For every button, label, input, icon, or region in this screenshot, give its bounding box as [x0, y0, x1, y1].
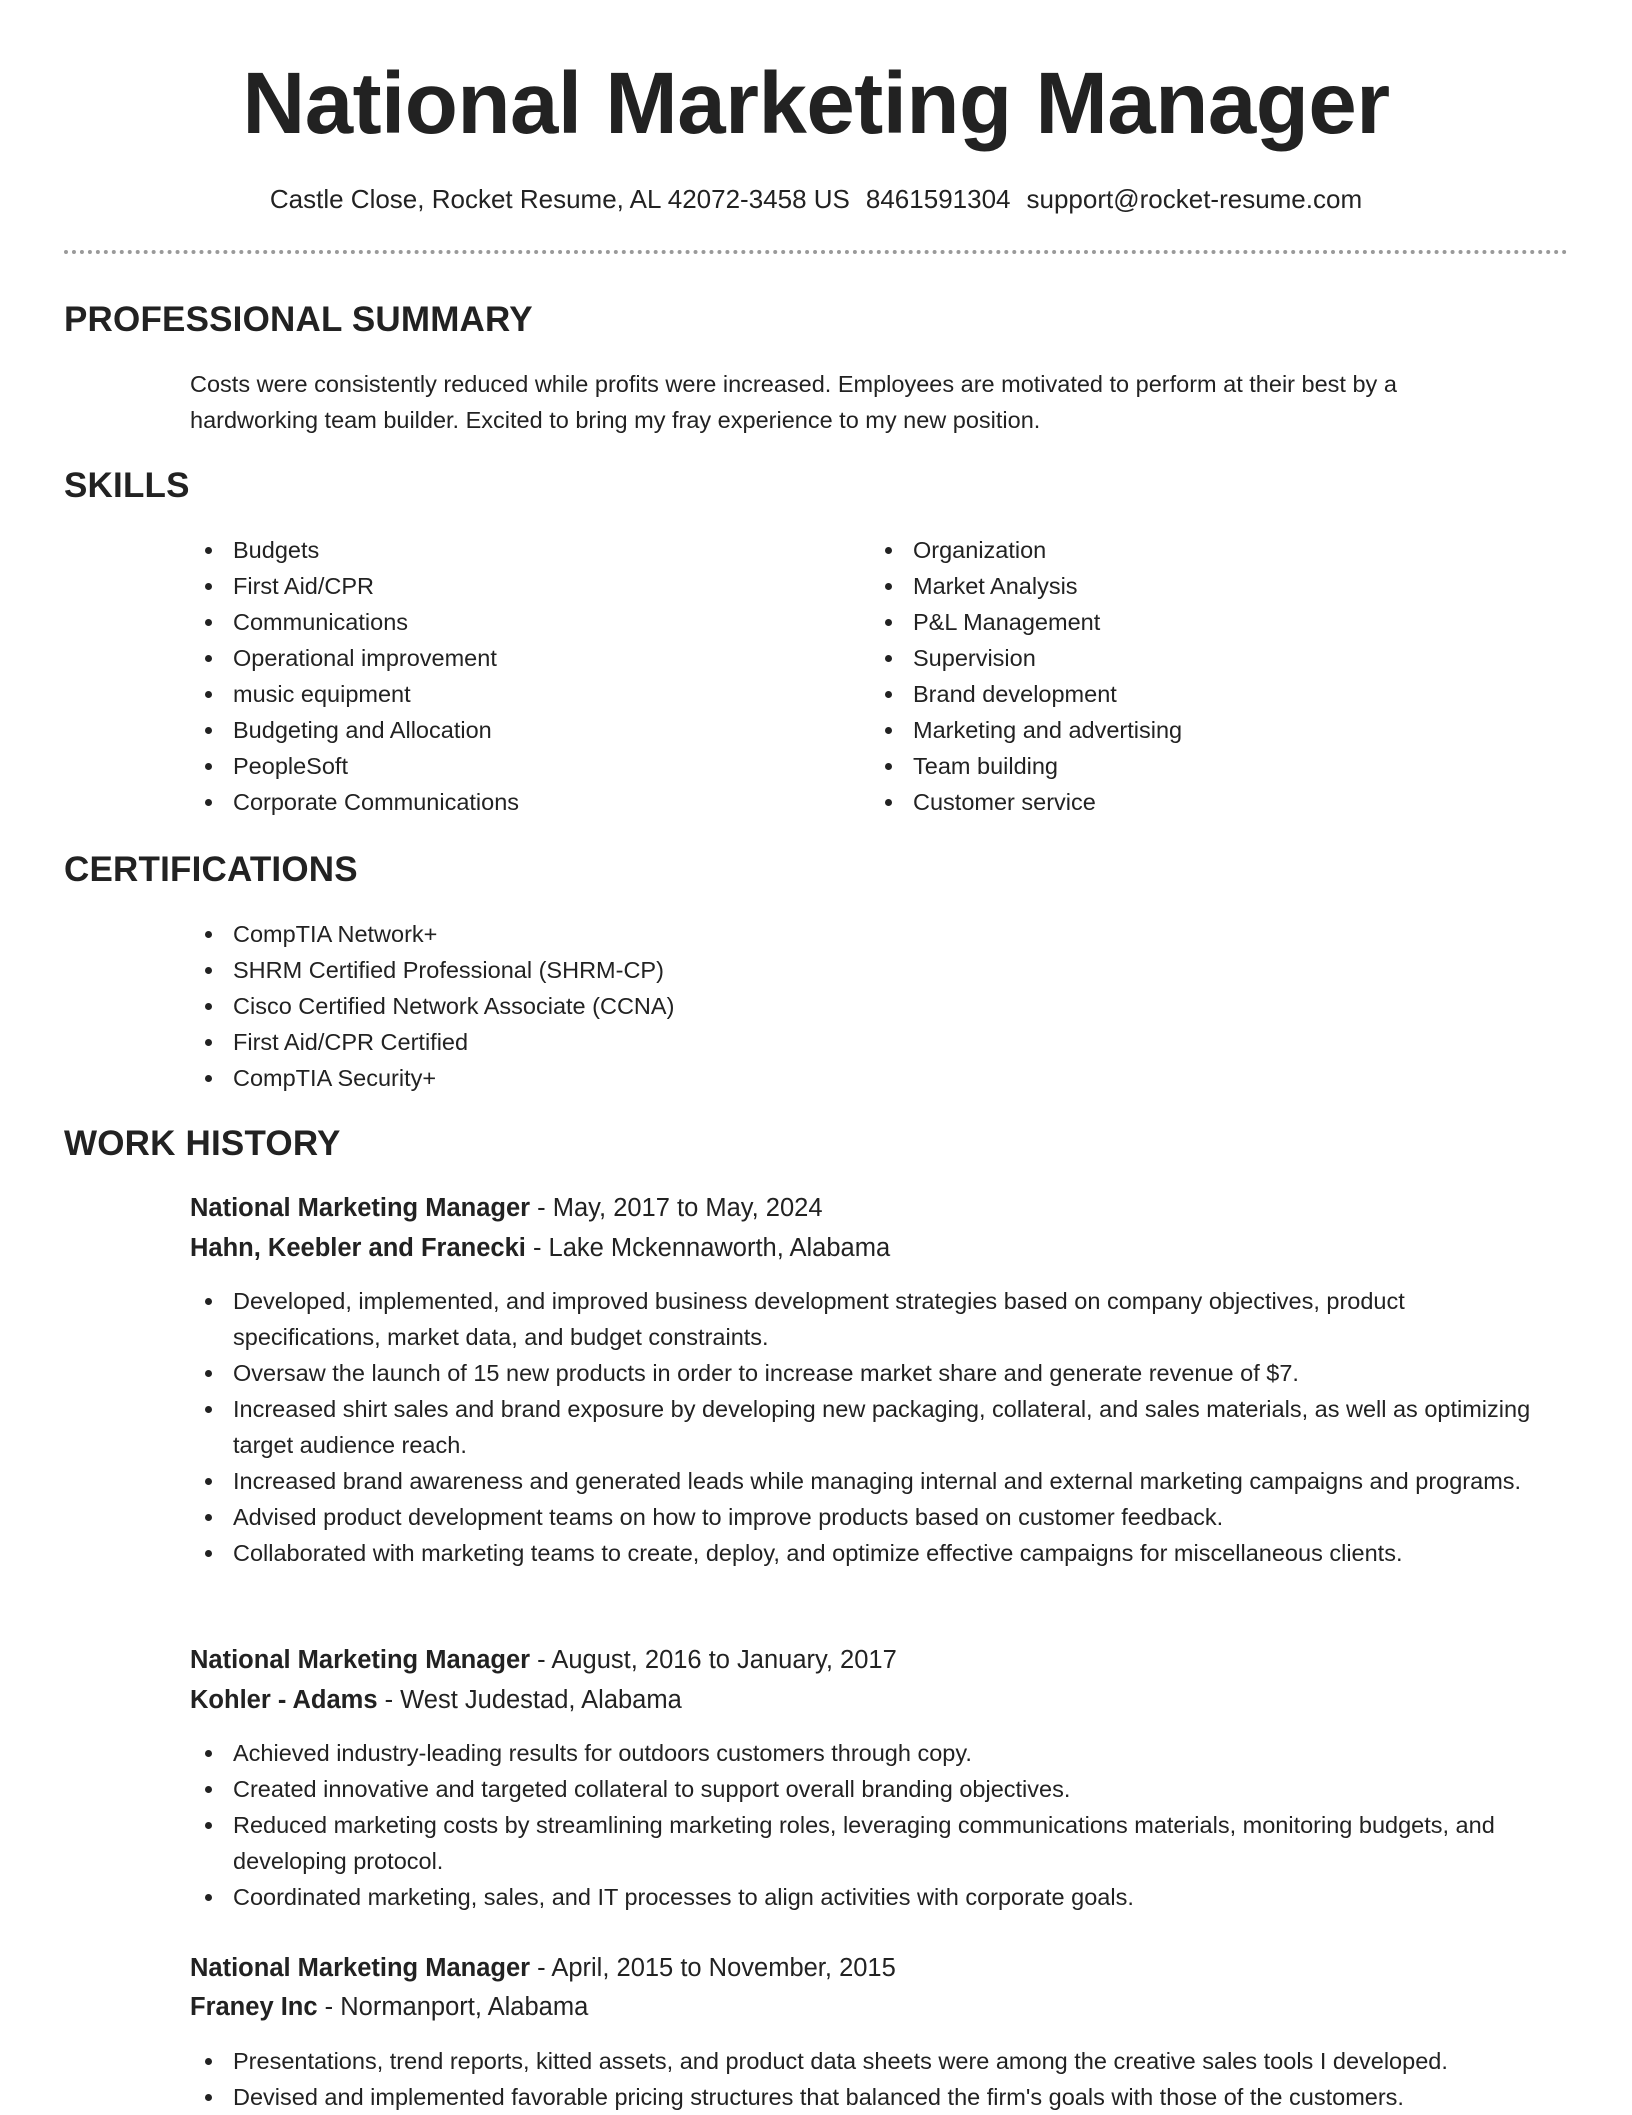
work-history-heading: WORK HISTORY: [64, 1124, 341, 1163]
job-title: National Marketing Manager: [190, 1194, 531, 1222]
list-item: Operational improvement: [190, 640, 810, 676]
job-company: Hahn, Keebler and Franecki: [190, 1234, 526, 1262]
list-item: Collaborated with marketing teams to create, deploy, and optimize effective campaigns for miscellaneous clients.: [190, 1535, 1535, 1571]
job-title-line: [190, 1948, 896, 1988]
list-item: Brand development: [870, 676, 1490, 712]
job-bullets: [190, 2043, 1590, 2115]
list-item: Advised product development teams on how to improve products based on customer feedback.: [190, 1499, 1535, 1535]
job-location: - Lake Mckennaworth, Alabama: [525, 1234, 891, 1262]
job-title: National Marketing Manager: [190, 1646, 531, 1674]
resume-name-heading: National Marketing Manager: [242, 55, 1390, 152]
job-location: - Normanport, Alabama: [317, 1993, 589, 2021]
contact-address: Castle Close, Rocket Resume, AL 42072-3458 US: [269, 184, 850, 214]
list-item: SHRM Certified Professional (SHRM-CP): [190, 952, 1390, 988]
job-dates: - August, 2016 to January, 2017: [530, 1646, 897, 1674]
list-item: Increased shirt sales and brand exposure by developing new packaging, collateral, and sales materials, as well as optimizing target audience reach.: [190, 1391, 1535, 1463]
summary-text: Costs were consistently reduced while profits were increased. Employees are motivated to perform at their best by a hardworking team builder. Excited to bring my fray experience to my new position.: [190, 371, 1397, 433]
skills-list-right: [870, 532, 1490, 820]
job-location: - West Judestad, Alabama: [377, 1686, 682, 1714]
list-item: Devised and implemented favorable pricing structures that balanced the firm's goals with those of the customers.: [190, 2079, 1590, 2115]
list-item: Achieved industry-leading results for outdoors customers through copy.: [190, 1735, 1535, 1771]
job-bullets: [190, 1735, 1535, 1915]
list-item: Organization: [870, 532, 1490, 568]
job-title-line: [190, 1188, 823, 1228]
list-item: Cisco Certified Network Associate (CCNA): [190, 988, 1390, 1024]
list-item: Created innovative and targeted collateral to support overall branding objectives.: [190, 1771, 1535, 1807]
list-item: P&L Management: [870, 604, 1490, 640]
job-title: National Marketing Manager: [190, 1954, 531, 1982]
job-bullets: [190, 1283, 1535, 1571]
list-item: Developed, implemented, and improved business development strategies based on company objectives, product specifications, market data, and budget constraints.: [190, 1283, 1535, 1355]
certifications-list: [190, 916, 1390, 1096]
list-item: CompTIA Security+: [190, 1060, 1390, 1096]
list-item: music equipment: [190, 676, 810, 712]
contact-email: support@rocket-resume.com: [1026, 184, 1363, 214]
job-dates: - April, 2015 to November, 2015: [530, 1954, 896, 1982]
list-item: Marketing and advertising: [870, 712, 1490, 748]
list-item: First Aid/CPR: [190, 568, 810, 604]
list-item: Reduced marketing costs by streamlining marketing roles, leveraging communications materials, monitoring budgets, and developing protocol.: [190, 1807, 1535, 1879]
contact-phone: 8461591304: [865, 184, 1011, 214]
list-item: Budgeting and Allocation: [190, 712, 810, 748]
job-dates: - May, 2017 to May, 2024: [530, 1194, 823, 1222]
skills-heading: SKILLS: [64, 466, 190, 505]
list-item: Communications: [190, 604, 810, 640]
list-item: Corporate Communications: [190, 784, 810, 820]
list-item: Supervision: [870, 640, 1490, 676]
contact-line: [0, 182, 1632, 216]
summary-heading: PROFESSIONAL SUMMARY: [64, 300, 533, 339]
list-item: Team building: [870, 748, 1490, 784]
job-company: Franey Inc: [190, 1993, 318, 2021]
skills-list-left: [190, 532, 810, 820]
list-item: CompTIA Network+: [190, 916, 1390, 952]
list-item: PeopleSoft: [190, 748, 810, 784]
list-item: Market Analysis: [870, 568, 1490, 604]
job-company-line: [190, 1987, 588, 2027]
job-title-line: [190, 1640, 897, 1680]
header-divider: [64, 250, 1568, 254]
certifications-heading: CERTIFICATIONS: [64, 850, 358, 889]
list-item: Budgets: [190, 532, 810, 568]
list-item: Oversaw the launch of 15 new products in order to increase market share and generate revenue of $7.: [190, 1355, 1535, 1391]
list-item: Increased brand awareness and generated leads while managing internal and external marketing campaigns and programs.: [190, 1463, 1535, 1499]
list-item: Coordinated marketing, sales, and IT processes to align activities with corporate goals.: [190, 1879, 1535, 1915]
job-company-line: [190, 1680, 682, 1720]
list-item: Customer service: [870, 784, 1490, 820]
job-company-line: [190, 1228, 890, 1268]
list-item: First Aid/CPR Certified: [190, 1024, 1390, 1060]
job-company: Kohler - Adams: [190, 1686, 378, 1714]
list-item: Presentations, trend reports, kitted assets, and product data sheets were among the creative sales tools I developed.: [190, 2043, 1590, 2079]
